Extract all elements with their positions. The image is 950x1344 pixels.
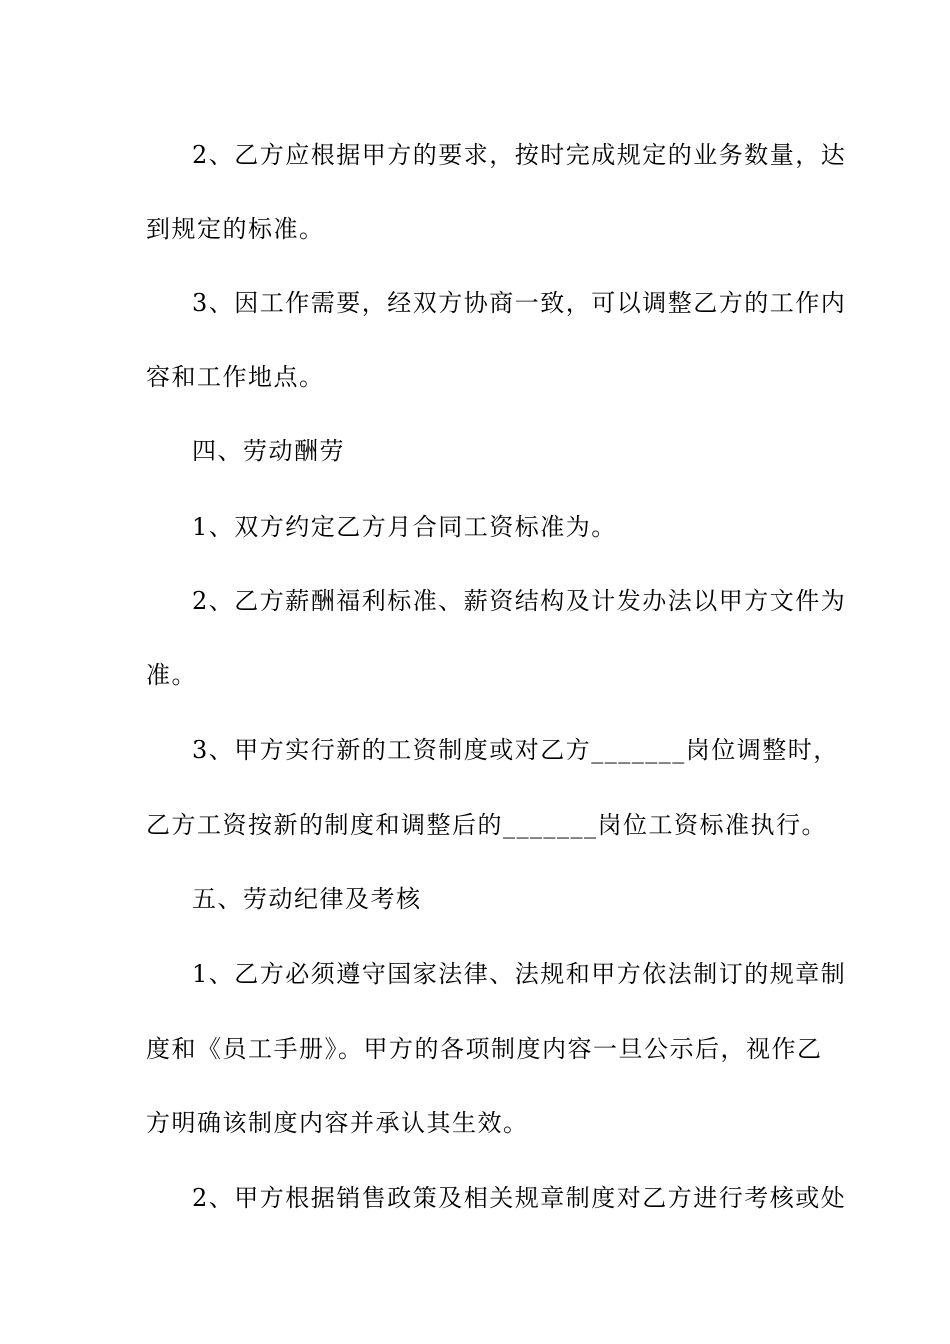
paragraph-line: 准。 bbox=[146, 661, 197, 689]
paragraph-line: 2、乙方应根据甲方的要求，按时完成规定的业务数量，达 bbox=[192, 141, 847, 169]
paragraph-line: 1、乙方必须遵守国家法律、法规和甲方依法制订的规章制 bbox=[192, 960, 847, 988]
paragraph-line: 方明确该制度内容并承认其生效。 bbox=[146, 1109, 529, 1137]
paragraph-line: 到规定的标准。 bbox=[146, 215, 325, 243]
paragraph-line: 3、甲方实行新的工资制度或对乙方_______岗位调整时， bbox=[192, 736, 839, 764]
paragraph-line: 容和工作地点。 bbox=[146, 363, 325, 391]
paragraph-line: 1、双方约定乙方月合同工资标准为。 bbox=[192, 513, 617, 541]
paragraph-line: 度和《员工手册》。甲方的各项制度内容一旦公示后，视作乙 bbox=[146, 1035, 823, 1063]
paragraph-line: 2、乙方薪酬福利标准、薪资结构及计发办法以甲方文件为 bbox=[192, 587, 847, 615]
paragraph-line: 3、因工作需要，经双方协商一致，可以调整乙方的工作内 bbox=[192, 289, 847, 317]
paragraph-line: 乙方工资按新的制度和调整后的_______岗位工资标准执行。 bbox=[146, 811, 827, 839]
section-heading: 五、劳动纪律及考核 bbox=[192, 885, 422, 913]
paragraph-line: 2、甲方根据销售政策及相关规章制度对乙方进行考核或处 bbox=[192, 1184, 847, 1212]
section-heading: 四、劳动酬劳 bbox=[192, 437, 345, 465]
